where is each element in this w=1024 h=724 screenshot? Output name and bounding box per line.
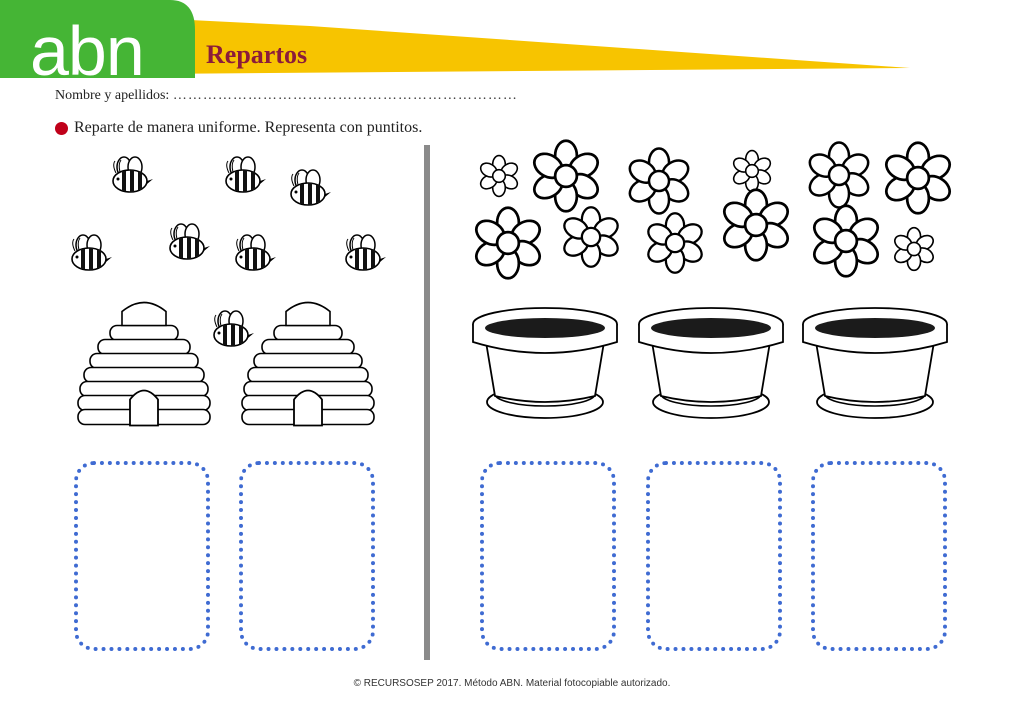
answer-box-pot-2[interactable] bbox=[646, 461, 782, 651]
answer-box-hive-2[interactable] bbox=[239, 461, 375, 651]
logo-text: abn bbox=[30, 12, 144, 90]
name-label: Nombre y apellidos: bbox=[55, 88, 170, 103]
answer-box-hive-1[interactable] bbox=[74, 461, 210, 651]
section-divider bbox=[424, 145, 430, 660]
flower-pot-icon bbox=[636, 288, 786, 438]
answer-box-pot-3[interactable] bbox=[811, 461, 947, 651]
flower-icon bbox=[808, 203, 884, 279]
bee-icon bbox=[228, 231, 278, 281]
flower-icon bbox=[891, 226, 937, 272]
flower-icon bbox=[718, 187, 794, 263]
flower-icon bbox=[880, 140, 956, 216]
beehive-icon bbox=[238, 296, 378, 436]
bee-icon bbox=[64, 231, 114, 281]
instruction-text: Reparte de manera uniforme. Representa con puntitos. bbox=[74, 119, 423, 136]
flower-icon bbox=[643, 211, 707, 275]
bee-icon bbox=[162, 220, 212, 270]
flower-icon bbox=[624, 146, 694, 216]
bullet-icon bbox=[55, 122, 68, 135]
flower-icon bbox=[470, 205, 546, 281]
footer-copyright: © RECURSOSEP 2017. Método ABN. Material fotocopiable autorizado. bbox=[353, 678, 671, 689]
flower-icon bbox=[477, 154, 521, 198]
bee-icon bbox=[218, 153, 268, 203]
flower-pot-icon bbox=[800, 288, 950, 438]
instruction bbox=[55, 119, 422, 137]
flower-icon bbox=[528, 138, 604, 214]
flower-icon bbox=[804, 140, 874, 210]
page-title: Repartos bbox=[206, 40, 308, 69]
bee-icon bbox=[105, 153, 155, 203]
beehive-icon bbox=[74, 296, 214, 436]
flower-pot-icon bbox=[470, 288, 620, 438]
answer-box-pot-1[interactable] bbox=[480, 461, 616, 651]
name-field[interactable] bbox=[55, 88, 518, 104]
bee-icon bbox=[283, 166, 333, 216]
bee-icon bbox=[338, 231, 388, 281]
flower-icon bbox=[559, 205, 623, 269]
name-dots: …………………………………………………………… bbox=[172, 88, 518, 103]
